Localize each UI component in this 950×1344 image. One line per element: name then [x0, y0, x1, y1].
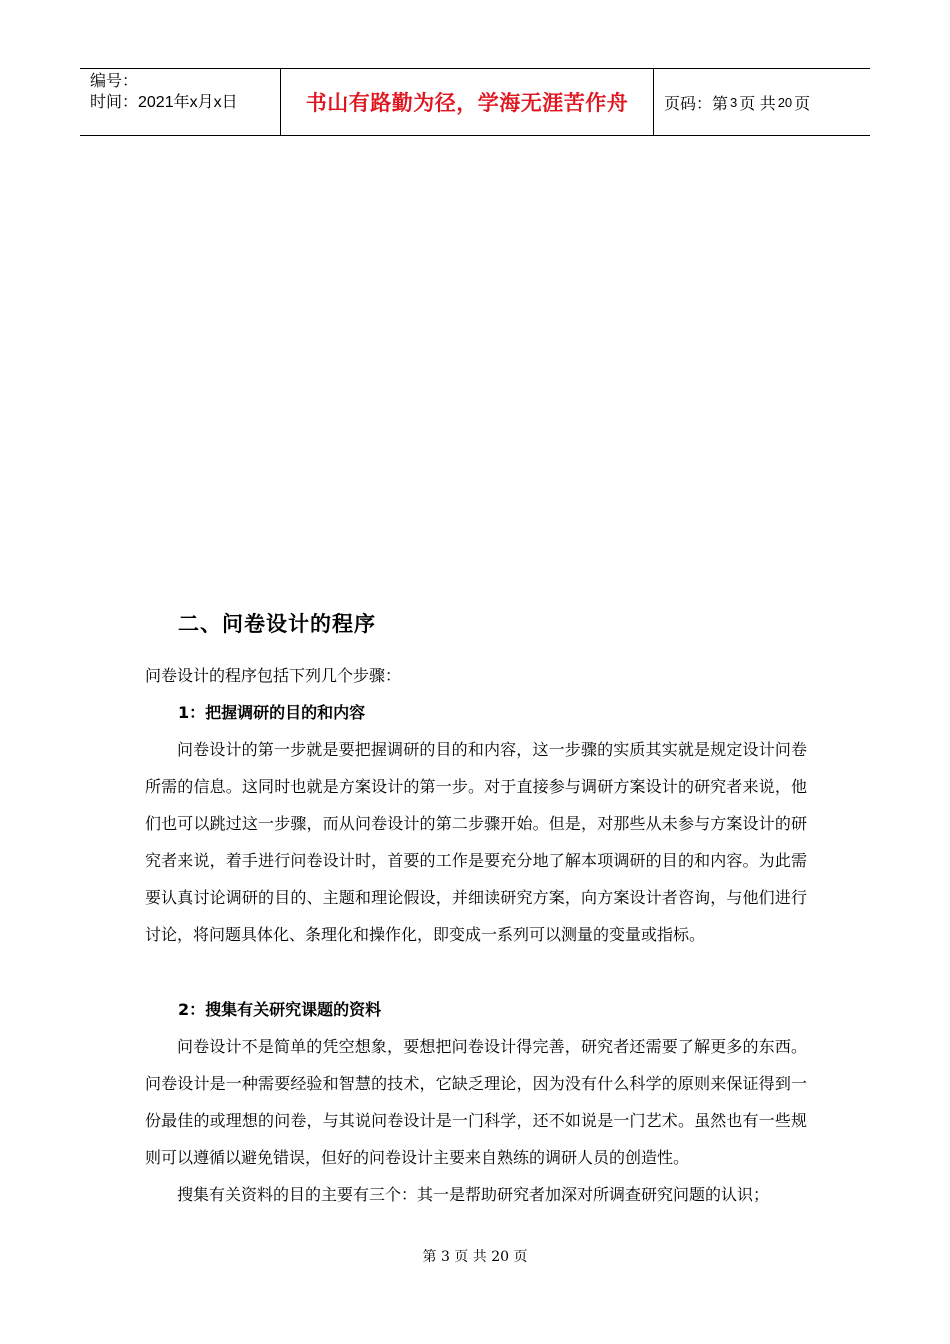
page-current: 3: [730, 94, 738, 110]
page-header: [80, 68, 870, 136]
step2-paragraph: 问卷设计不是简单的凭空想象，要想把问卷设计得完善，研究者还需要了解更多的东西。问卷设计是一种需要经验和智慧的技术，它缺乏理论，因为没有什么科学的原则来保证得到一份最佳的或理想的问卷，与其说问卷设计是一门科学，还不如说是一门艺术。虽然也有一些规则可以遵循以避免错误，但好的问卷设计主要来自熟练的调研人员的创造性。: [145, 1037, 807, 1167]
time-label: 时间：2021年x月x日: [90, 94, 238, 111]
step2-paragraph-2: 搜集有关资料的目的主要有三个：其一是帮助研究者加深对所调查研究问题的认识；: [177, 1185, 770, 1204]
number-label: 编号：: [90, 73, 139, 90]
header-motto-cell: [281, 69, 654, 135]
section-title: 二、问卷设计的程序: [178, 612, 376, 636]
intro-text: 问卷设计的程序包括下列几个步骤：: [145, 666, 402, 685]
page-suffix: 页: [794, 95, 811, 113]
motto-text: 书山有路勤为径，学海无涯苦作舟: [305, 91, 629, 115]
step2-title: 2：搜集有关研究课题的资料: [178, 1000, 382, 1019]
step1-paragraph: 问卷设计的第一步就是要把握调研的目的和内容，这一步骤的实质其实就是规定设计问卷所需的信息。这同时也就是方案设计的第一步。对于直接参与调研方案设计的研究者来说，他们也可以跳过这一步骤，而从问卷设计的第二步骤开始。但是，对那些从未参与方案设计的研究者来说，着手进行问卷设计时，首要的工作是要充分地了解本项调研的目的和内容。为此需要认真讨论调研的目的、主题和理论假设，并细读研究方案，向方案设计者咨询，与他们进行讨论，将问题具体化、条理化和操作化，即变成一系列可以测量的变量或指标。: [145, 740, 807, 944]
header-page-cell: [654, 69, 870, 135]
page-prefix: 页码：第: [664, 95, 729, 113]
page-footer: 第 3 页 共 20 页: [422, 1249, 528, 1265]
header-meta-cell: [80, 69, 281, 135]
step1-title: 1：把握调研的目的和内容: [178, 703, 366, 722]
page-total: 20: [777, 94, 793, 110]
page-mid: 页 共: [739, 95, 776, 113]
